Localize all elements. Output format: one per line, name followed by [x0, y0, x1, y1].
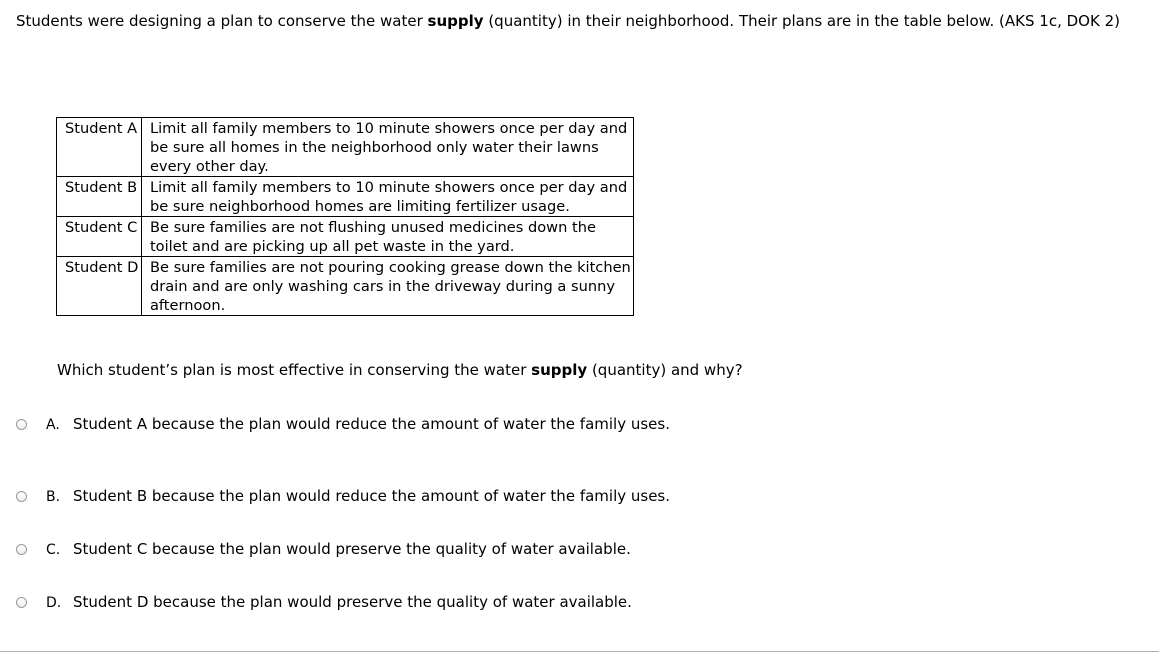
student-name-cell: Student A [57, 118, 142, 177]
prompt-text-end: (quantity) in their neighborhood. Their plans are in the table below. (AKS 1c, DOK 2) [483, 12, 1120, 30]
option-text: Student A because the plan would reduce the amount of water the family uses. [73, 415, 670, 433]
radio-button-b[interactable] [16, 491, 27, 502]
question-prompt [16, 11, 1151, 31]
answer-option-c[interactable] [16, 539, 631, 559]
answer-option-d[interactable] [16, 592, 632, 612]
option-letter: A. [46, 417, 60, 433]
table-row [57, 257, 634, 316]
student-name-cell: Student D [57, 257, 142, 316]
answer-option-b[interactable] [16, 486, 670, 506]
plan-description-cell: Limit all family members to 10 minute showers once per day and be sure neighborhood homes are limiting fertilizer usage. [141, 177, 633, 217]
question-stem [57, 360, 743, 380]
answer-option-a[interactable] [16, 414, 670, 434]
table-row [57, 177, 634, 217]
question-bold-term: supply [531, 361, 588, 379]
student-name-cell: Student B [57, 177, 142, 217]
question-text-start: Which student’s plan is most effective in conserving the water [57, 361, 532, 379]
student-name-cell: Student C [57, 217, 142, 257]
table-row [57, 118, 634, 177]
option-letter: D. [46, 595, 62, 611]
option-text: Student D because the plan would preserve the quality of water available. [73, 593, 632, 611]
option-text: Student C because the plan would preserve the quality of water available. [73, 540, 631, 558]
radio-button-c[interactable] [16, 544, 27, 555]
option-letter: C. [46, 542, 61, 558]
question-text-end: (quantity) and why? [587, 361, 743, 379]
plan-description-cell: Be sure families are not pouring cooking grease down the kitchen drain and are only washing cars in the driveway during a sunny afternoon. [141, 257, 633, 316]
table-row [57, 217, 634, 257]
student-plans-table [56, 117, 634, 316]
option-letter: B. [46, 489, 61, 505]
option-text: Student B because the plan would reduce the amount of water the family uses. [73, 487, 671, 505]
plan-description-cell: Be sure families are not flushing unused medicines down the toilet and are picking up all pet waste in the yard. [141, 217, 633, 257]
radio-button-d[interactable] [16, 597, 27, 608]
plan-description-cell: Limit all family members to 10 minute showers once per day and be sure all homes in the neighborhood only water their lawns every other day. [141, 118, 633, 177]
radio-button-a[interactable] [16, 419, 27, 430]
prompt-text-start: Students were designing a plan to conserve the water [16, 12, 428, 30]
prompt-bold-term: supply [427, 12, 484, 30]
